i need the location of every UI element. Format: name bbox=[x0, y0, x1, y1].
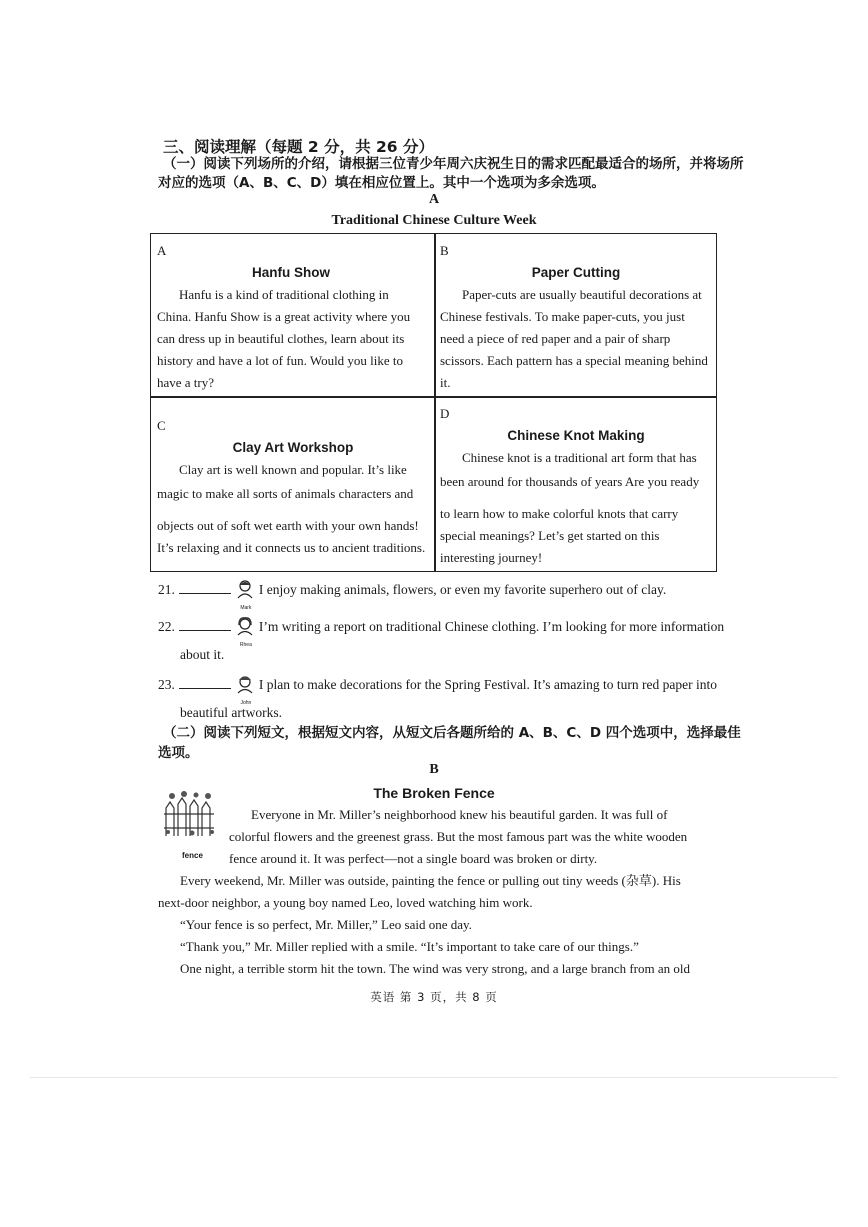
table-title: Traditional Chinese Culture Week bbox=[331, 213, 537, 228]
part1-instruction-line2: 对应的选项（A、B、C、D）填在相应位置上。其中一个选项为多余选项。 bbox=[158, 175, 605, 191]
question-22-text: I’m writing a report on traditional Chinese clothing. I’m looking for more information bbox=[258, 619, 725, 635]
cell-b-body: Paper-cuts are usually beautiful decorations at Chinese festivals. To make paper-cuts, you just need a piece of red paper and a pair of sharp scissors. Each pattern has a special meaning behind it. bbox=[440, 287, 708, 390]
table-divider-horizontal bbox=[151, 396, 716, 398]
cell-d-line4: special meanings? Let’s get started on this bbox=[440, 528, 660, 543]
cell-c-line1: Clay art is well known and popular. It’s like bbox=[179, 462, 407, 477]
cell-c-title: Clay Art Workshop bbox=[232, 440, 354, 455]
cell-d-letter: D bbox=[440, 406, 450, 421]
question-21-answer-blank[interactable] bbox=[179, 579, 231, 594]
question-23 bbox=[158, 674, 718, 706]
part2-instruction-line1: （二）阅读下列短文，根据短文内容，从短文后各题所给的 A、B、C、D 四个选项中，选择最佳 bbox=[163, 725, 741, 741]
cell-d-line2: been around for thousands of years Are you ready bbox=[440, 474, 700, 489]
question-23-name: John bbox=[240, 700, 252, 706]
story-p1-line1: Everyone in Mr. Miller’s neighborhood knew his beautiful garden. It was full of bbox=[251, 807, 668, 822]
cell-c-line2: magic to make all sorts of animals characters and bbox=[157, 486, 414, 501]
cell-c-line3: objects out of soft wet earth with your own hands! bbox=[157, 518, 419, 533]
page-footer: 英语 第 3 页，共 8 页 bbox=[370, 990, 498, 1004]
cell-c bbox=[157, 415, 429, 559]
boy-avatar-icon bbox=[235, 674, 255, 706]
question-22 bbox=[158, 616, 725, 648]
section-heading: 三、阅读理解（每题 2 分，共 26 分） bbox=[163, 138, 434, 156]
question-22-answer-blank[interactable] bbox=[179, 616, 231, 631]
question-23-continuation: beautiful artworks. bbox=[180, 705, 282, 720]
passage-a-letter: A bbox=[428, 192, 440, 207]
story-p2-line2: next-door neighbor, a young boy named Leo, loved watching him work. bbox=[158, 895, 533, 910]
question-23-answer-blank[interactable] bbox=[179, 674, 231, 689]
question-21-text: I enjoy making animals, flowers, or even my favorite superhero out of clay. bbox=[258, 582, 667, 598]
cell-c-letter: C bbox=[157, 418, 166, 433]
cell-d-line5: interesting journey! bbox=[440, 550, 543, 565]
story-p2-line1: Every weekend, Mr. Miller was outside, painting the fence or pulling out tiny weeds (杂草). His bbox=[180, 873, 681, 888]
girl-avatar-icon bbox=[235, 616, 255, 648]
cell-d-line1: Chinese knot is a traditional art form that has bbox=[462, 450, 697, 465]
cell-d-line3: to learn how to make colorful knots that carry bbox=[440, 506, 679, 521]
cell-b bbox=[440, 240, 712, 394]
passage-b-title: The Broken Fence bbox=[373, 785, 495, 801]
cell-a-body: Hanfu is a kind of traditional clothing in China. Hanfu Show is a great activity where you can dress up in beautiful clothes, learn about its history and have a lot of fun. Would you like to have a try? bbox=[157, 287, 411, 390]
question-21-name: Mark bbox=[240, 605, 252, 611]
table-divider-vertical bbox=[434, 234, 436, 571]
activity-table bbox=[150, 233, 717, 572]
cell-b-title: Paper Cutting bbox=[531, 265, 621, 280]
story-p3: “Your fence is so perfect, Mr. Miller,” Leo said one day. bbox=[180, 917, 472, 932]
cell-d bbox=[440, 403, 712, 569]
fence-icon bbox=[162, 790, 218, 840]
passage-b-letter: B bbox=[429, 762, 439, 777]
question-22-continuation: about it. bbox=[180, 647, 225, 662]
fence-illustration bbox=[162, 790, 218, 860]
question-21-number: 21. bbox=[158, 582, 175, 598]
cell-d-title: Chinese Knot Making bbox=[507, 428, 645, 443]
story-p5: One night, a terrible storm hit the town. The wind was very strong, and a large branch from an old bbox=[180, 961, 691, 976]
cell-a-title: Hanfu Show bbox=[252, 265, 330, 280]
question-23-text: I plan to make decorations for the Spring Festival. It’s amazing to turn red paper into bbox=[258, 677, 718, 693]
cell-c-line4: It’s relaxing and it connects us to ancient traditions. bbox=[157, 540, 426, 555]
story-p4: “Thank you,” Mr. Miller replied with a smile. “It’s important to take care of our things.” bbox=[180, 939, 639, 954]
question-21 bbox=[158, 579, 667, 611]
page-bottom-rule bbox=[30, 1077, 838, 1078]
story-p1-line3: fence around it. It was perfect—not a single board was broken or dirty. bbox=[229, 851, 598, 866]
cell-a bbox=[157, 240, 425, 394]
part2-instruction-line2: 选项。 bbox=[158, 745, 199, 761]
question-22-number: 22. bbox=[158, 619, 175, 635]
question-23-number: 23. bbox=[158, 677, 175, 693]
boy-avatar-icon bbox=[235, 579, 255, 611]
part1-instruction-line1: （一）阅读下列场所的介绍，请根据三位青少年周六庆祝生日的需求匹配最适合的场所，并将场所 bbox=[163, 156, 744, 172]
cell-b-letter: B bbox=[440, 243, 449, 258]
question-22-name: Rhea bbox=[239, 642, 252, 648]
cell-a-letter: A bbox=[157, 243, 167, 258]
fence-caption: fence bbox=[182, 851, 203, 860]
story-p1-line2: colorful flowers and the greenest grass. But the most famous part was the white wooden bbox=[229, 829, 688, 844]
